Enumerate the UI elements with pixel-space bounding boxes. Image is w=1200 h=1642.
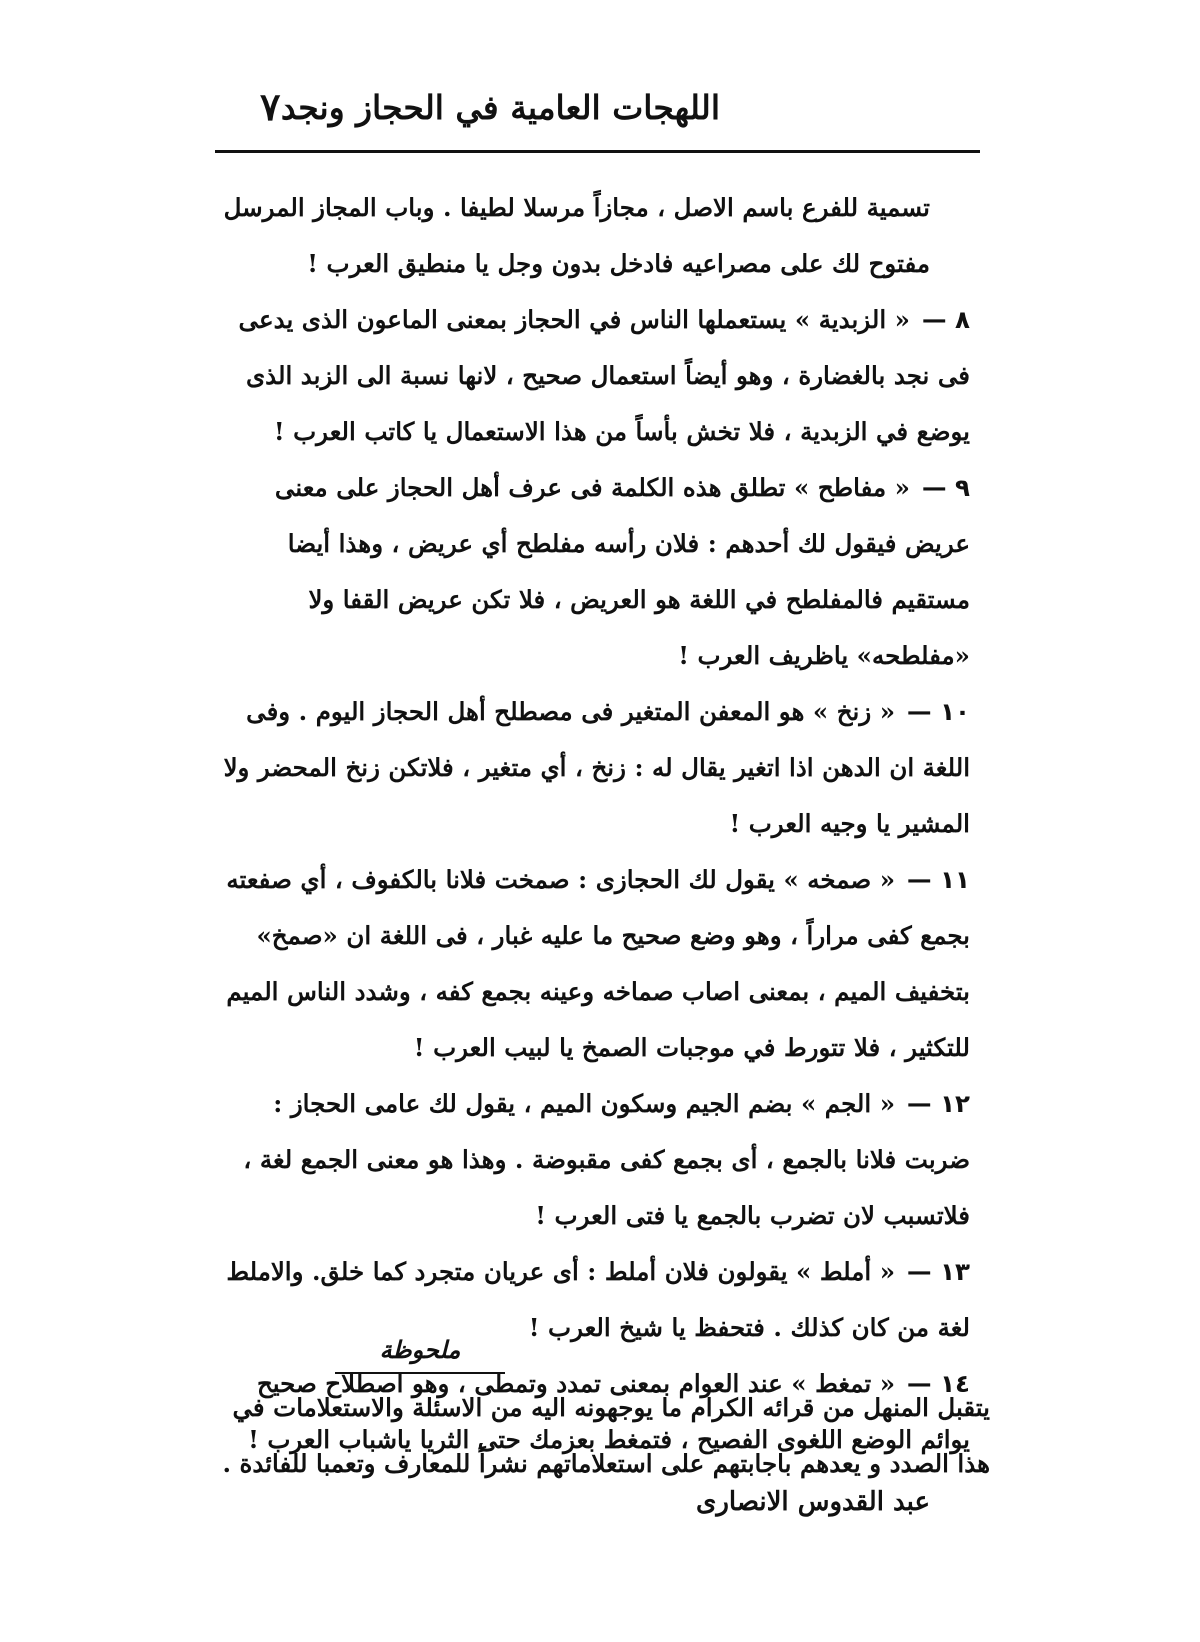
entry-text: « زنخ » هو المعفن المتغير فى مصطلح أهل الحجاز اليوم . وفى اللغة ان الدهن اذا اتغير يقال له : زنخ ، أي متغير ، فلاتكن زنخ المحضر ولا المشير يا وجيه العرب ! <box>223 697 970 838</box>
entry-10 <box>220 684 970 852</box>
entry-number: ٨ — <box>922 305 970 334</box>
entry-13 <box>220 1244 970 1356</box>
entry-number: ١٣ — <box>907 1257 970 1286</box>
entry-8 <box>220 292 970 460</box>
entry-text: « صمخه » يقول لك الحجازى : صمخت فلانا بالكفوف ، أي صفعته بجمع كفى مراراً ، وهو وضع صحيح ما عليه غبار ، فى اللغة ان «صمخ» بتخفيف الميم ، بمعنى اصاب صماخه وعينه بجمع كفه ، وشدد الناس الميم للتكثير ، فلا تتورط في موجبات الصمخ يا لبيب العرب ! <box>226 865 970 1062</box>
entry-text: « تمغط » عند العوام بمعنى تمدد وتمطى ، وهو اصطلاح صحيح يوائم الوضع اللغوى الفصيح ، فتمغط بعزمك حتى الثريا ياشباب العرب ! <box>248 1369 970 1454</box>
author-signature: عبد القدوس الانصارى <box>695 1487 930 1517</box>
note-divider <box>335 1372 505 1374</box>
entry-text: « الجم » بضم الجيم وسكون الميم ، يقول لك عامى الحجاز : ضربت فلانا بالجمع ، أى بجمع كفى مقبوضة . وهذا هو معنى الجمع لغة ، فلاتسبب لان تضرب بالجمع يا فتى العرب ! <box>243 1089 970 1230</box>
entry-number: ١١ — <box>907 865 970 894</box>
page-header <box>220 84 980 144</box>
entry-number: ١٢ — <box>907 1089 970 1118</box>
entry-9 <box>220 460 970 684</box>
note-body: يتقبل المنهل من قرائه الكرام ما يوجهونه اليه من الاسئلة والاستعلامات في هذا الصدد و يعدهم باجابتهم على استعلاماتهم نشراً للمعارف وتعمبا للفائدة . <box>222 1393 990 1478</box>
entry-number: ١٠ — <box>907 697 970 726</box>
page-number: ٧ <box>260 84 281 129</box>
running-title: اللهجات العامية في الحجاز ونجد <box>280 88 720 127</box>
intro-paragraph: تسمية للفرع باسم الاصل ، مجازاً مرسلا لطيفا . وباب المجاز المرسل مفتوح لك على مصراعيه فادخل بدون وجل يا منطيق العرب ! <box>223 193 930 278</box>
note-title: ملحوظة <box>379 1335 461 1364</box>
entry-12 <box>220 1076 970 1244</box>
header-divider <box>215 150 980 153</box>
entry-text: « الزبدية » يستعملها الناس في الحجاز بمعنى الماعون الذى يدعى فى نجد بالغضارة ، وهو أيضاً استعمال صحيح ، لانها نسبة الى الزبد الذى يوضع في الزبدية ، فلا تخش بأساً من هذا الاستعمال يا كاتب العرب ! <box>238 305 970 446</box>
article-body <box>220 180 970 1530</box>
entry-text: « أملط » يقولون فلان أملط : أى عريان متجرد كما خلق. والاملط لغة من كان كذلك . فتحفظ يا شيخ العرب ! <box>226 1257 970 1342</box>
entry-text: « مفاطح » تطلق هذه الكلمة فى عرف أهل الحجاز على معنى عريض فيقول لك أحدهم : فلان رأسه مفلطح أي عريض ، وهذا أيضا مستقيم فالمفلطح في اللغة هو العريض ، فلا تكن عريض القفا ولا «مفلطحه» ياظريف العرب ! <box>274 473 970 670</box>
entry-number: ١٤ — <box>907 1369 970 1398</box>
entry-11 <box>220 852 970 1076</box>
entry-number: ٩ — <box>922 473 970 502</box>
